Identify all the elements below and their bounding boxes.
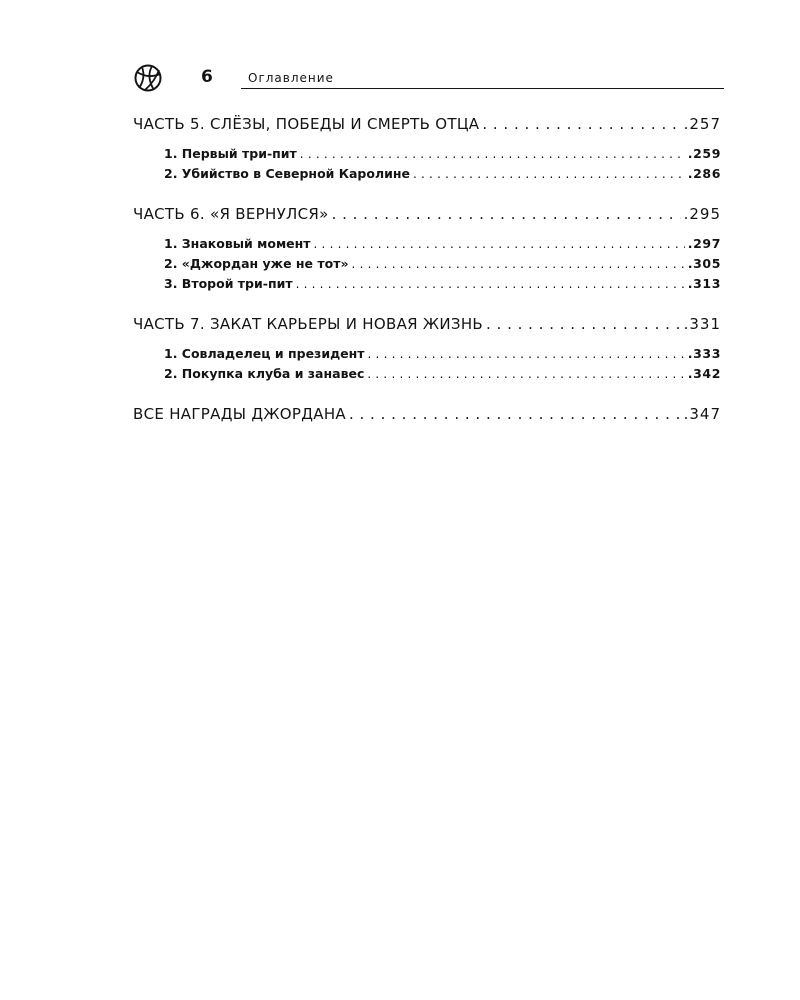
running-title: Оглавление xyxy=(248,71,334,85)
toc-part-6 xyxy=(133,203,721,294)
chapter-list xyxy=(133,144,721,184)
dot-leader xyxy=(296,274,685,294)
dot-leader xyxy=(413,164,685,184)
chapter-page-number: .305 xyxy=(687,256,721,271)
chapter-title: 1. Первый три-пит xyxy=(164,146,297,161)
toc-part-line[interactable] xyxy=(133,403,721,425)
chapter-page-number: .313 xyxy=(687,276,721,291)
toc-awards xyxy=(133,403,721,425)
toc-chapter-line[interactable] xyxy=(164,144,721,164)
chapter-title: 2. Покупка клуба и занавес xyxy=(164,366,365,381)
toc-part-line[interactable] xyxy=(133,313,721,335)
toc-part-5 xyxy=(133,113,721,184)
chapter-page-number: .286 xyxy=(687,166,721,181)
page-header xyxy=(133,62,724,92)
chapter-page-number: .333 xyxy=(687,346,721,361)
toc-part-line[interactable] xyxy=(133,203,721,225)
dot-leader xyxy=(482,113,680,135)
toc-chapter-line[interactable] xyxy=(164,164,721,184)
dot-leader xyxy=(486,313,681,335)
toc-chapter-line[interactable] xyxy=(164,234,721,254)
dot-leader xyxy=(332,203,681,225)
part-title: ЧАСТЬ 6. «Я ВЕРНУЛСЯ» xyxy=(133,205,329,223)
header-rule xyxy=(241,88,724,89)
part-page-number: .295 xyxy=(683,205,721,223)
chapter-title: 1. Знаковый момент xyxy=(164,236,311,251)
chapter-list xyxy=(133,234,721,294)
page-number: 6 xyxy=(201,67,213,87)
chapter-title: 1. Совладелец и президент xyxy=(164,346,365,361)
part-page-number: .331 xyxy=(683,315,721,333)
part-page-number: .347 xyxy=(683,405,721,423)
chapter-page-number: .259 xyxy=(687,146,721,161)
dot-leader xyxy=(352,254,685,274)
toc-part-line[interactable] xyxy=(133,113,721,135)
table-of-contents xyxy=(133,113,721,444)
toc-part-7 xyxy=(133,313,721,384)
chapter-list xyxy=(133,344,721,384)
part-page-number: .257 xyxy=(683,115,721,133)
toc-chapter-line[interactable] xyxy=(164,254,721,274)
part-title: ЧАСТЬ 7. ЗАКАТ КАРЬЕРЫ И НОВАЯ ЖИЗНЬ xyxy=(133,315,483,333)
dot-leader xyxy=(368,344,685,364)
chapter-title: 2. «Джордан уже не тот» xyxy=(164,256,349,271)
dot-leader xyxy=(300,144,685,164)
basketball-icon xyxy=(133,63,163,93)
dot-leader xyxy=(367,364,684,384)
chapter-title: 2. Убийство в Северной Каролине xyxy=(164,166,410,181)
part-title: ЧАСТЬ 5. СЛЁЗЫ, ПОБЕДЫ И СМЕРТЬ ОТЦА xyxy=(133,115,480,133)
dot-leader xyxy=(349,403,681,425)
toc-chapter-line[interactable] xyxy=(164,344,721,364)
dot-leader xyxy=(314,234,685,254)
toc-chapter-line[interactable] xyxy=(164,274,721,294)
part-title: ВСЕ НАГРАДЫ ДЖОРДАНА xyxy=(133,405,346,423)
chapter-page-number: .342 xyxy=(687,366,721,381)
toc-chapter-line[interactable] xyxy=(164,364,721,384)
chapter-title: 3. Второй три-пит xyxy=(164,276,293,291)
chapter-page-number: .297 xyxy=(687,236,721,251)
